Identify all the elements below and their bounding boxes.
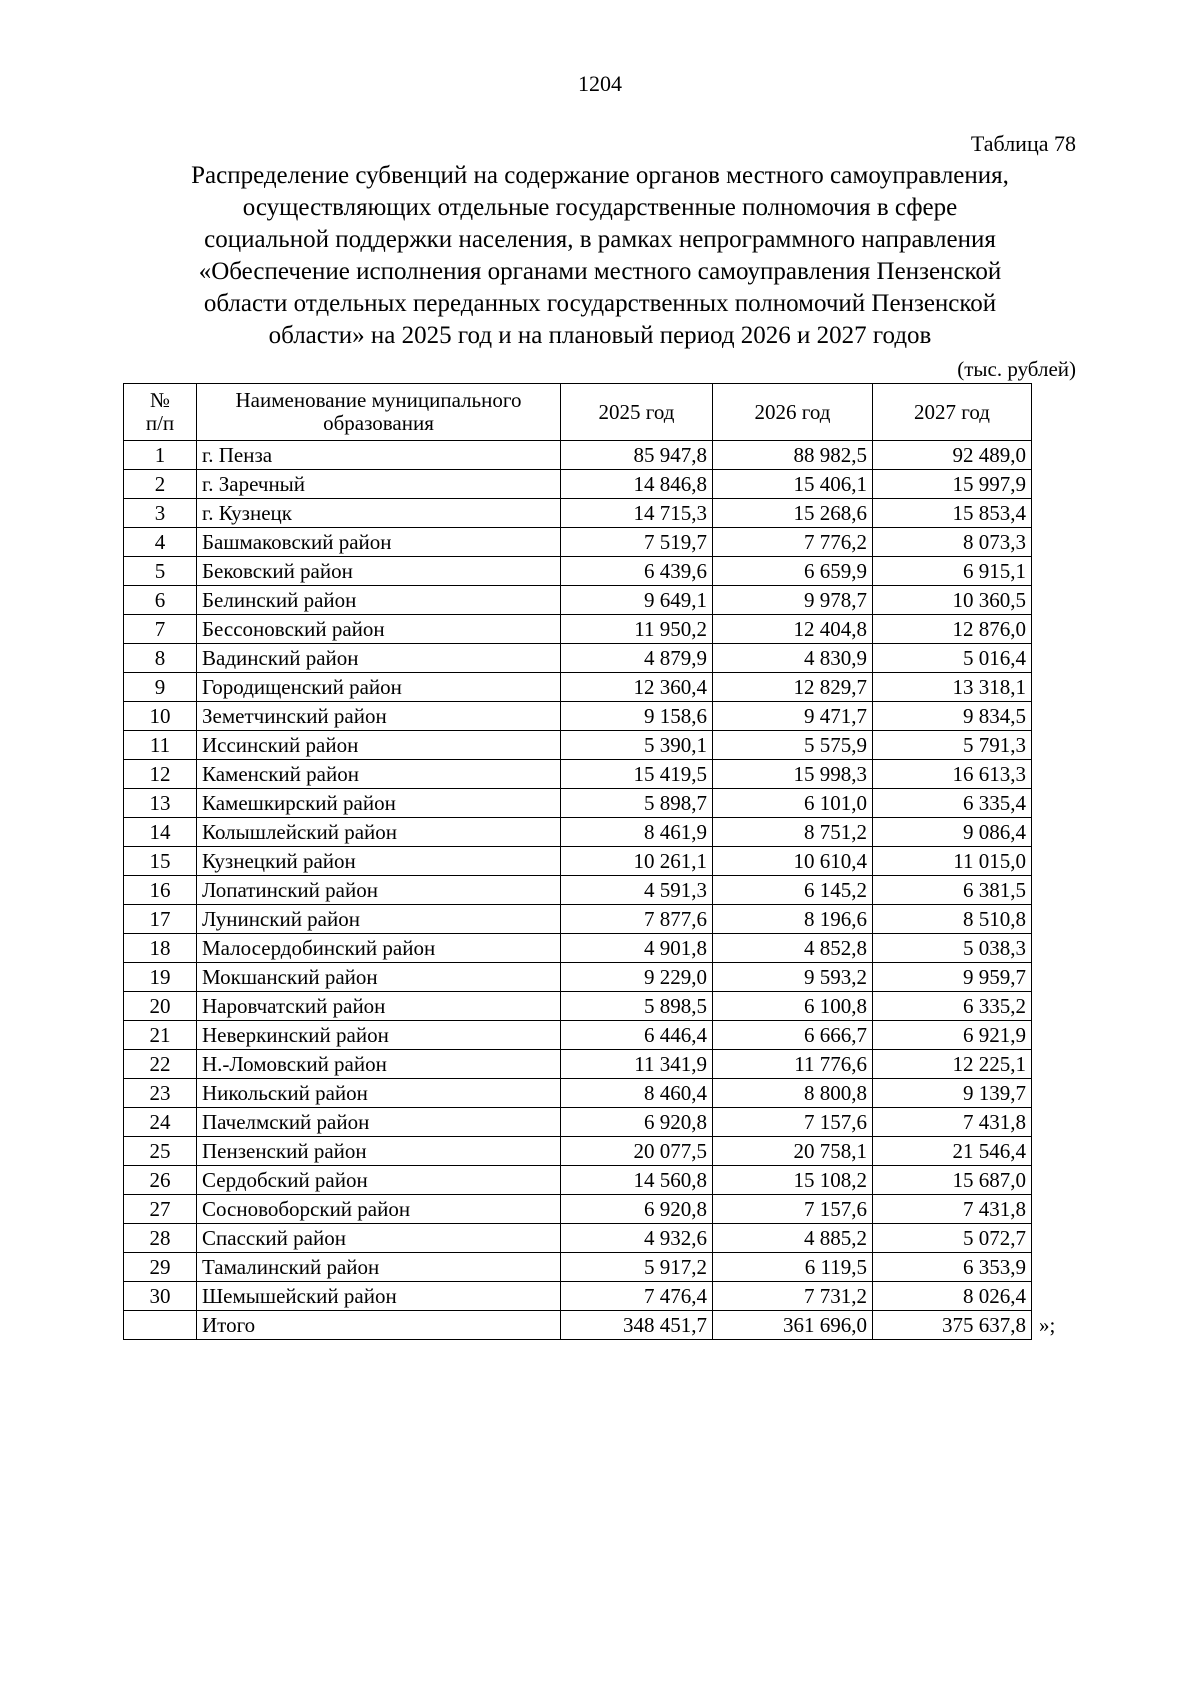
table-row bbox=[124, 1021, 1032, 1050]
value-2027: 21 546,4 bbox=[873, 1137, 1032, 1166]
municipality-name: Шемышейский район bbox=[197, 1282, 561, 1311]
table-row bbox=[124, 557, 1032, 586]
value-2025: 5 390,1 bbox=[561, 731, 713, 760]
value-2027: 5 791,3 bbox=[873, 731, 1032, 760]
value-2026: 6 659,9 bbox=[713, 557, 873, 586]
municipality-name: Кузнецкий район bbox=[197, 847, 561, 876]
value-2027: 9 834,5 bbox=[873, 702, 1032, 731]
row-number: 11 bbox=[124, 731, 197, 760]
value-2026: 88 982,5 bbox=[713, 441, 873, 470]
value-2025: 85 947,8 bbox=[561, 441, 713, 470]
value-2026: 5 575,9 bbox=[713, 731, 873, 760]
table-row bbox=[124, 1050, 1032, 1079]
value-2026: 12 404,8 bbox=[713, 615, 873, 644]
value-2025: 4 932,6 bbox=[561, 1224, 713, 1253]
table-row bbox=[124, 1108, 1032, 1137]
value-2027: 8 510,8 bbox=[873, 905, 1032, 934]
municipality-name: Иссинский район bbox=[197, 731, 561, 760]
municipality-name: Н.-Ломовский район bbox=[197, 1050, 561, 1079]
municipality-name: Земетчинский район bbox=[197, 702, 561, 731]
header-year-2027: 2027 год bbox=[873, 384, 1032, 441]
table-row bbox=[124, 760, 1032, 789]
value-2026: 8 800,8 bbox=[713, 1079, 873, 1108]
value-2027: 7 431,8 bbox=[873, 1195, 1032, 1224]
value-2025: 4 879,9 bbox=[561, 644, 713, 673]
value-2025: 11 341,9 bbox=[561, 1050, 713, 1079]
value-2025: 4 591,3 bbox=[561, 876, 713, 905]
header-number-line: п/п bbox=[145, 411, 175, 435]
table-row bbox=[124, 992, 1032, 1021]
total-number bbox=[124, 1311, 197, 1340]
table-row bbox=[124, 847, 1032, 876]
row-number: 2 bbox=[124, 470, 197, 499]
row-number: 7 bbox=[124, 615, 197, 644]
value-2025: 4 901,8 bbox=[561, 934, 713, 963]
value-2026: 7 157,6 bbox=[713, 1108, 873, 1137]
value-2027: 15 997,9 bbox=[873, 470, 1032, 499]
value-2026: 7 731,2 bbox=[713, 1282, 873, 1311]
value-2026: 15 998,3 bbox=[713, 760, 873, 789]
header-number-line: № bbox=[149, 388, 171, 412]
value-2025: 14 846,8 bbox=[561, 470, 713, 499]
total-label: Итого bbox=[197, 1311, 561, 1340]
value-2027: 8 073,3 bbox=[873, 528, 1032, 557]
row-number: 9 bbox=[124, 673, 197, 702]
value-2025: 10 261,1 bbox=[561, 847, 713, 876]
table-row bbox=[124, 1253, 1032, 1282]
value-2025: 20 077,5 bbox=[561, 1137, 713, 1166]
subvention-table bbox=[123, 383, 1056, 1340]
header-number bbox=[124, 384, 197, 441]
value-2027: 12 876,0 bbox=[873, 615, 1032, 644]
title-line: осуществляющих отдельные государственные полномочия в сфере bbox=[242, 194, 958, 221]
value-2025: 7 877,6 bbox=[561, 905, 713, 934]
row-number: 29 bbox=[124, 1253, 197, 1282]
value-2026: 6 666,7 bbox=[713, 1021, 873, 1050]
value-2027: 6 921,9 bbox=[873, 1021, 1032, 1050]
value-2026: 7 776,2 bbox=[713, 528, 873, 557]
table-row bbox=[124, 905, 1032, 934]
table-row bbox=[124, 441, 1032, 470]
table-body bbox=[124, 441, 1032, 1311]
value-2027: 16 613,3 bbox=[873, 760, 1032, 789]
table-row bbox=[124, 586, 1032, 615]
municipality-name: Тамалинский район bbox=[197, 1253, 561, 1282]
row-number: 21 bbox=[124, 1021, 197, 1050]
row-number: 10 bbox=[124, 702, 197, 731]
value-2026: 10 610,4 bbox=[713, 847, 873, 876]
table-row bbox=[124, 1079, 1032, 1108]
value-2027: 6 915,1 bbox=[873, 557, 1032, 586]
value-2027: 11 015,0 bbox=[873, 847, 1032, 876]
value-2027: 10 360,5 bbox=[873, 586, 1032, 615]
row-number: 24 bbox=[124, 1108, 197, 1137]
value-2026: 7 157,6 bbox=[713, 1195, 873, 1224]
value-2026: 8 196,6 bbox=[713, 905, 873, 934]
municipality-name: Бековский район bbox=[197, 557, 561, 586]
value-2025: 14 560,8 bbox=[561, 1166, 713, 1195]
value-2025: 6 446,4 bbox=[561, 1021, 713, 1050]
value-2026: 15 268,6 bbox=[713, 499, 873, 528]
total-2027 bbox=[873, 1311, 1056, 1340]
value-2025: 14 715,3 bbox=[561, 499, 713, 528]
municipality-name: Бессоновский район bbox=[197, 615, 561, 644]
header-municipality-line: образования bbox=[323, 411, 434, 435]
value-2027: 9 086,4 bbox=[873, 818, 1032, 847]
table-row bbox=[124, 528, 1032, 557]
row-number: 17 bbox=[124, 905, 197, 934]
row-number: 5 bbox=[124, 557, 197, 586]
title-line: Распределение субвенций на содержание органов местного самоуправления, bbox=[191, 162, 1009, 189]
value-2025: 5 917,2 bbox=[561, 1253, 713, 1282]
municipality-name: г. Заречный bbox=[197, 470, 561, 499]
value-2027: 7 431,8 bbox=[873, 1108, 1032, 1137]
row-number: 15 bbox=[124, 847, 197, 876]
municipality-name: Башмаковский район bbox=[197, 528, 561, 557]
value-2026: 9 593,2 bbox=[713, 963, 873, 992]
value-2026: 9 471,7 bbox=[713, 702, 873, 731]
table-row bbox=[124, 644, 1032, 673]
value-2026: 12 829,7 bbox=[713, 673, 873, 702]
municipality-name: Каменский район bbox=[197, 760, 561, 789]
value-2026: 4 885,2 bbox=[713, 1224, 873, 1253]
value-2027: 5 072,7 bbox=[873, 1224, 1032, 1253]
row-number: 22 bbox=[124, 1050, 197, 1079]
value-2025: 5 898,5 bbox=[561, 992, 713, 1021]
total-2026: 361 696,0 bbox=[713, 1311, 873, 1340]
value-2027: 5 016,4 bbox=[873, 644, 1032, 673]
value-2025: 6 439,6 bbox=[561, 557, 713, 586]
row-number: 25 bbox=[124, 1137, 197, 1166]
value-2025: 7 519,7 bbox=[561, 528, 713, 557]
municipality-name: Вадинский район bbox=[197, 644, 561, 673]
table-row bbox=[124, 818, 1032, 847]
table-label: Таблица 78 bbox=[970, 131, 1076, 156]
value-2027: 8 026,4 bbox=[873, 1282, 1032, 1311]
value-2025: 6 920,8 bbox=[561, 1195, 713, 1224]
value-2025: 8 461,9 bbox=[561, 818, 713, 847]
value-2025: 5 898,7 bbox=[561, 789, 713, 818]
row-number: 23 bbox=[124, 1079, 197, 1108]
municipality-name: Неверкинский район bbox=[197, 1021, 561, 1050]
row-number: 28 bbox=[124, 1224, 197, 1253]
row-number: 4 bbox=[124, 528, 197, 557]
municipality-name: Наровчатский район bbox=[197, 992, 561, 1021]
value-2026: 11 776,6 bbox=[713, 1050, 873, 1079]
row-number: 16 bbox=[124, 876, 197, 905]
municipality-name: Малосердобинский район bbox=[197, 934, 561, 963]
value-2026: 6 100,8 bbox=[713, 992, 873, 1021]
municipality-name: Лунинский район bbox=[197, 905, 561, 934]
municipality-name: г. Пенза bbox=[197, 441, 561, 470]
municipality-name: Никольский район bbox=[197, 1079, 561, 1108]
value-2027: 15 853,4 bbox=[873, 499, 1032, 528]
value-2026: 15 108,2 bbox=[713, 1166, 873, 1195]
value-2027: 92 489,0 bbox=[873, 441, 1032, 470]
total-2027-value: 375 637,8 bbox=[942, 1312, 1026, 1337]
value-2026: 6 145,2 bbox=[713, 876, 873, 905]
value-2027: 12 225,1 bbox=[873, 1050, 1032, 1079]
municipality-name: Пачелмский район bbox=[197, 1108, 561, 1137]
value-2027: 15 687,0 bbox=[873, 1166, 1032, 1195]
header-year-2026: 2026 год bbox=[713, 384, 873, 441]
page-number: 1204 bbox=[578, 71, 622, 96]
municipality-name: Пензенский район bbox=[197, 1137, 561, 1166]
municipality-name: Камешкирский район bbox=[197, 789, 561, 818]
value-2027: 6 335,2 bbox=[873, 992, 1032, 1021]
table-row bbox=[124, 1166, 1032, 1195]
value-2025: 7 476,4 bbox=[561, 1282, 713, 1311]
municipality-name: Спасский район bbox=[197, 1224, 561, 1253]
value-2026: 15 406,1 bbox=[713, 470, 873, 499]
title-line: области отдельных переданных государственных полномочий Пензенской bbox=[203, 290, 997, 317]
value-2026: 20 758,1 bbox=[713, 1137, 873, 1166]
row-number: 12 bbox=[124, 760, 197, 789]
document-title bbox=[124, 160, 1076, 352]
municipality-name: Лопатинский район bbox=[197, 876, 561, 905]
value-2025: 8 460,4 bbox=[561, 1079, 713, 1108]
value-2026: 6 101,0 bbox=[713, 789, 873, 818]
municipality-name: Сердобский район bbox=[197, 1166, 561, 1195]
value-2027: 9 139,7 bbox=[873, 1079, 1032, 1108]
units-note: (тыс. рублей) bbox=[957, 357, 1076, 381]
table-row bbox=[124, 470, 1032, 499]
title-line: области» на 2025 год и на плановый период 2026 и 2027 годов bbox=[268, 322, 932, 349]
table-row bbox=[124, 963, 1032, 992]
municipality-name: Колышлейский район bbox=[197, 818, 561, 847]
value-2025: 15 419,5 bbox=[561, 760, 713, 789]
table-row bbox=[124, 673, 1032, 702]
value-2025: 9 158,6 bbox=[561, 702, 713, 731]
value-2025: 11 950,2 bbox=[561, 615, 713, 644]
total-row bbox=[124, 1311, 1032, 1340]
municipality-name: г. Кузнецк bbox=[197, 499, 561, 528]
title-line: «Обеспечение исполнения органами местного самоуправления Пензенской bbox=[198, 258, 1002, 285]
row-number: 27 bbox=[124, 1195, 197, 1224]
value-2026: 8 751,2 bbox=[713, 818, 873, 847]
row-number: 8 bbox=[124, 644, 197, 673]
row-number: 20 bbox=[124, 992, 197, 1021]
header-municipality-line: Наименование муниципального bbox=[235, 388, 522, 412]
value-2026: 9 978,7 bbox=[713, 586, 873, 615]
row-number: 18 bbox=[124, 934, 197, 963]
value-2025: 9 649,1 bbox=[561, 586, 713, 615]
value-2027: 13 318,1 bbox=[873, 673, 1032, 702]
table-row bbox=[124, 731, 1032, 760]
value-2025: 12 360,4 bbox=[561, 673, 713, 702]
row-number: 26 bbox=[124, 1166, 197, 1195]
municipality-name: Белинский район bbox=[197, 586, 561, 615]
value-2026: 4 852,8 bbox=[713, 934, 873, 963]
table-row bbox=[124, 499, 1032, 528]
row-number: 14 bbox=[124, 818, 197, 847]
table-row bbox=[124, 789, 1032, 818]
closing-quote-mark: »; bbox=[1039, 1313, 1056, 1337]
table-row bbox=[124, 1224, 1032, 1253]
value-2027: 5 038,3 bbox=[873, 934, 1032, 963]
row-number: 6 bbox=[124, 586, 197, 615]
total-2025: 348 451,7 bbox=[561, 1311, 713, 1340]
header-year-2025: 2025 год bbox=[561, 384, 713, 441]
value-2027: 6 335,4 bbox=[873, 789, 1032, 818]
table-row bbox=[124, 1282, 1032, 1311]
value-2027: 9 959,7 bbox=[873, 963, 1032, 992]
row-number: 3 bbox=[124, 499, 197, 528]
value-2026: 6 119,5 bbox=[713, 1253, 873, 1282]
municipality-name: Городищенский район bbox=[197, 673, 561, 702]
table-header-row bbox=[124, 384, 1032, 441]
table-row bbox=[124, 876, 1032, 905]
value-2027: 6 381,5 bbox=[873, 876, 1032, 905]
table-row bbox=[124, 1195, 1032, 1224]
header-municipality bbox=[197, 384, 561, 441]
value-2025: 9 229,0 bbox=[561, 963, 713, 992]
row-number: 30 bbox=[124, 1282, 197, 1311]
table-row bbox=[124, 615, 1032, 644]
title-line: социальной поддержки населения, в рамках непрограммного направления bbox=[204, 226, 996, 253]
table-row bbox=[124, 934, 1032, 963]
row-number: 1 bbox=[124, 441, 197, 470]
value-2025: 6 920,8 bbox=[561, 1108, 713, 1137]
table-row bbox=[124, 1137, 1032, 1166]
municipality-name: Мокшанский район bbox=[197, 963, 561, 992]
row-number: 13 bbox=[124, 789, 197, 818]
table-row bbox=[124, 702, 1032, 731]
municipality-name: Сосновоборский район bbox=[197, 1195, 561, 1224]
row-number: 19 bbox=[124, 963, 197, 992]
value-2026: 4 830,9 bbox=[713, 644, 873, 673]
value-2027: 6 353,9 bbox=[873, 1253, 1032, 1282]
